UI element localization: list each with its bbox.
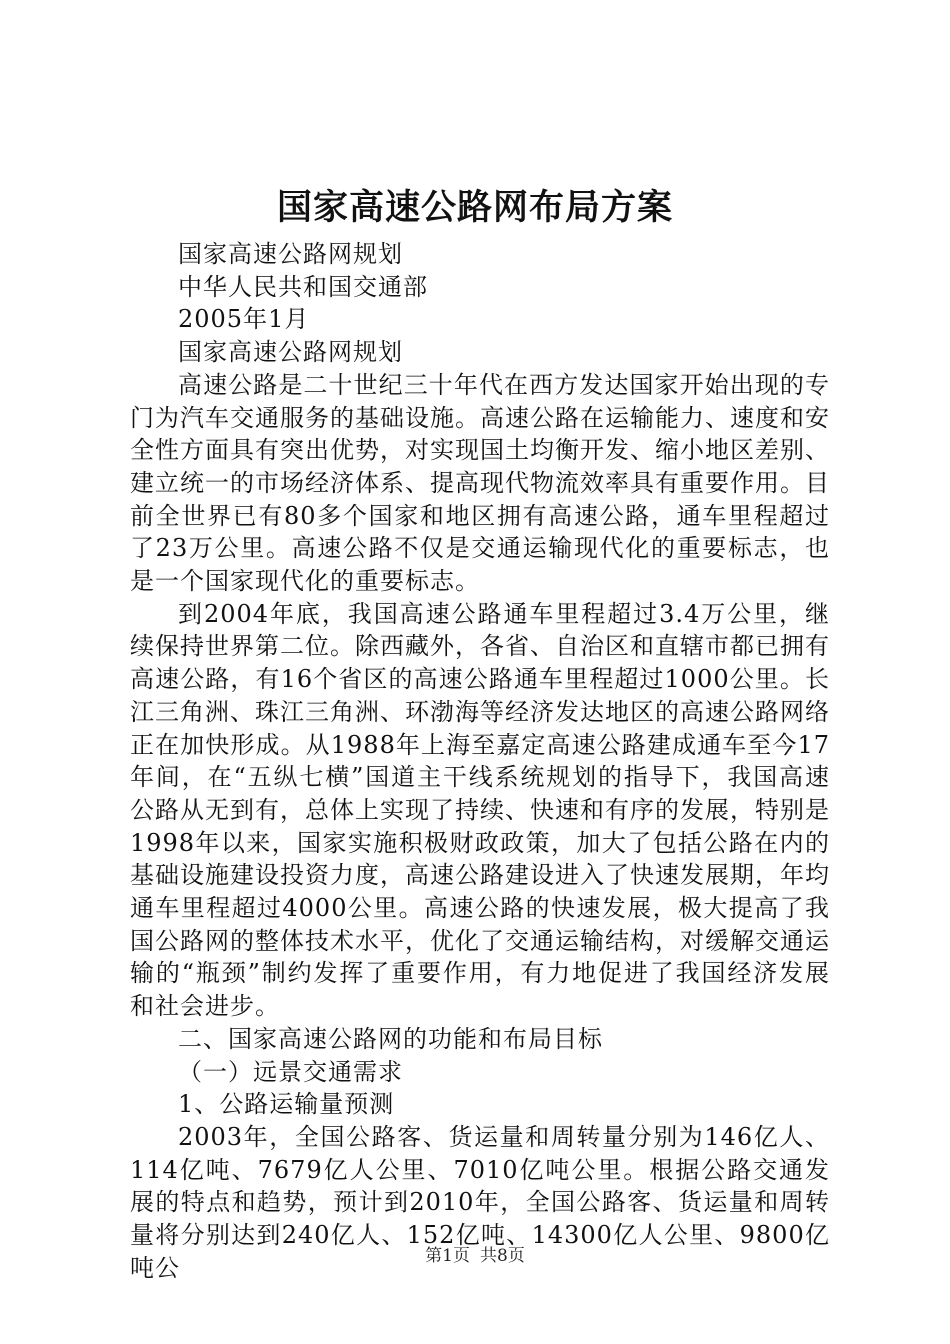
subsubsection-heading: 1、公路运输量预测 (178, 1090, 395, 1119)
section-heading: 二、国家高速公路网的功能和布局目标 (178, 1024, 603, 1053)
forecast-paragraph: 2003年，全国公路客、货运量和周转量分别为146亿人、114亿吨、7679亿人公里、7010亿吨公里。根据公路交通发展的特点和趋势，预计到2010年，全国公路客、货运量和周转量将分别达到240亿人、152亿吨、14300亿人公里、9800亿吨公 (130, 1122, 830, 1282)
page-footer (0, 1244, 950, 1268)
page-total: 共8页 (480, 1246, 525, 1266)
issuer-line: 中华人民共和国交通部 (178, 272, 428, 301)
plan-name-line: 国家高速公路网规划 (178, 240, 403, 268)
plan-name-repeat-line: 国家高速公路网规划 (178, 338, 403, 367)
subsection-heading: （一）远景交通需求 (178, 1057, 403, 1086)
date-line: 2005年1月 (178, 305, 310, 334)
intro-paragraph: 高速公路是二十世纪三十年代在西方发达国家开始出现的专门为汽车交通服务的基础设施。高速公路在运输能力、速度和安全性方面具有突出优势，对实现国土均衡开发、缩小地区差别、建立统一的市场经济体系、提高现代物流效率具有重要作用。目前全世界已有80多个国家和地区拥有高速公路，通车里程超过了23万公里。高速公路不仅是交通运输现代化的重要标志，也是一个国家现代化的重要标志。 (130, 370, 830, 596)
document-title: 国家高速公路网布局方案 (276, 187, 673, 228)
page-number: 第1页 (425, 1246, 470, 1266)
document-body (130, 238, 830, 1285)
status-paragraph: 到2004年底，我国高速公路通车里程超过3.4万公里，继续保持世界第二位。除西藏外，各省、自治区和直辖市都已拥有高速公路，有16个省区的高速公路通车里程超过1000公里。长江三角洲、珠江三角洲、环渤海等经济发达地区的高速公路网络正在加快形成。从1988年上海至嘉定高速公路建成通车至今17年间，在“五纵七横”国道主干线系统规划的指导下，我国高速公路从无到有，总体上实现了持续、快速和有序的发展，特别是1998年以来，国家实施积极财政政策，加大了包括公路在内的基础设施建设投资力度，高速公路建设进入了快速发展期，年均通车里程超过4000公里。高速公路的快速发展，极大提高了我国公路网的整体技术水平，优化了交通运输结构，对缓解交通运输的“瓶颈”制约发挥了重要作用，有力地促进了我国经济发展和社会进步。 (130, 599, 830, 1021)
